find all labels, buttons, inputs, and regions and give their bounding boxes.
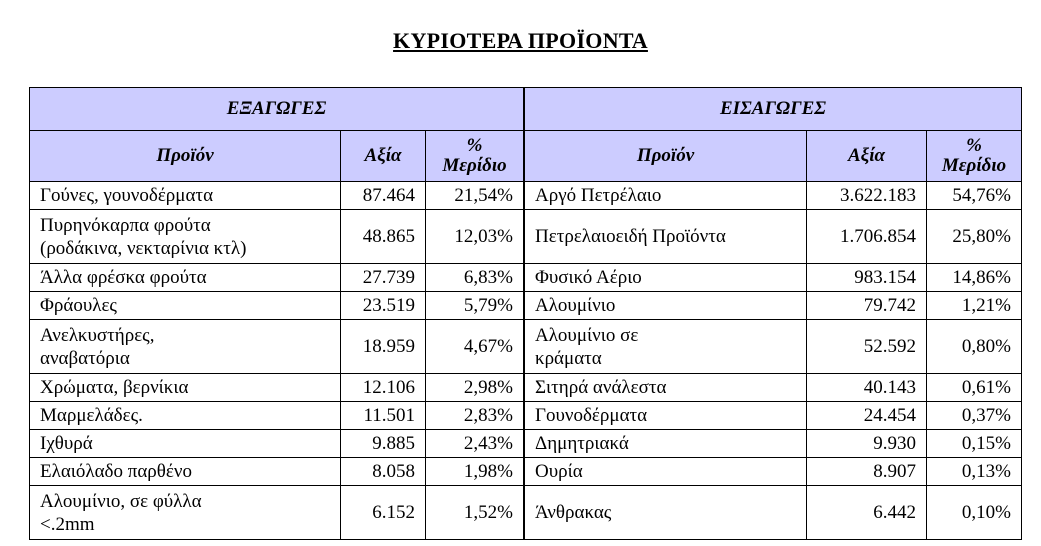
exports-value-header: Αξία	[341, 131, 426, 182]
import-value-cell: 52.592	[807, 320, 927, 374]
import-product-cell: Πετρελαιοειδή Προϊόντα	[525, 210, 807, 264]
export-product-cell: Μαρμελάδες.	[30, 402, 341, 430]
export-product-cell: Πυρηνόκαρπα φρούτα (ροδάκινα, νεκταρίνια κτλ)	[30, 210, 341, 264]
table-row	[30, 182, 1022, 210]
export-share-cell: 21,54%	[426, 182, 524, 210]
exports-section-header: ΕΞΑΓΩΓΕΣ	[30, 88, 524, 131]
export-value-cell: 87.464	[341, 182, 426, 210]
import-share-cell: 25,80%	[927, 210, 1022, 264]
import-value-cell: 40.143	[807, 374, 927, 402]
import-value-cell: 9.930	[807, 430, 927, 458]
table-row	[30, 210, 1022, 264]
import-product-cell: Ουρία	[525, 458, 807, 486]
table-row	[30, 430, 1022, 458]
export-product-cell: Χρώματα, βερνίκια	[30, 374, 341, 402]
table-row	[30, 402, 1022, 430]
export-share-cell: 12,03%	[426, 210, 524, 264]
export-share-cell: 1,98%	[426, 458, 524, 486]
export-value-cell: 11.501	[341, 402, 426, 430]
export-product-cell: Αλουμίνιο, σε φύλλα <.2mm	[30, 486, 341, 540]
export-share-cell: 2,43%	[426, 430, 524, 458]
exports-share-header: % Μερίδιο	[426, 131, 524, 182]
import-value-cell: 1.706.854	[807, 210, 927, 264]
imports-share-header: % Μερίδιο	[927, 131, 1022, 182]
export-product-cell: Ελαιόλαδο παρθένο	[30, 458, 341, 486]
export-value-cell: 27.739	[341, 264, 426, 292]
import-product-cell: Αλουμίνιο σε κράματα	[525, 320, 807, 374]
page-title: ΚΥΡΙΟΤΕΡΑ ΠΡΟΪΟΝΤΑ	[393, 28, 648, 53]
import-value-cell: 3.622.183	[807, 182, 927, 210]
import-product-cell: Άνθρακας	[525, 486, 807, 540]
export-share-cell: 4,67%	[426, 320, 524, 374]
import-share-cell: 0,15%	[927, 430, 1022, 458]
export-value-cell: 48.865	[341, 210, 426, 264]
import-value-cell: 6.442	[807, 486, 927, 540]
import-share-cell: 0,37%	[927, 402, 1022, 430]
export-share-cell: 2,98%	[426, 374, 524, 402]
imports-product-header: Προϊόν	[525, 131, 807, 182]
export-value-cell: 9.885	[341, 430, 426, 458]
exports-product-header: Προϊόν	[30, 131, 341, 182]
export-share-cell: 6,83%	[426, 264, 524, 292]
table-row	[30, 486, 1022, 540]
import-share-cell: 14,86%	[927, 264, 1022, 292]
export-product-cell: Ανελκυστήρες, αναβατόρια	[30, 320, 341, 374]
import-value-cell: 8.907	[807, 458, 927, 486]
table-row	[30, 264, 1022, 292]
import-product-cell: Φυσικό Αέριο	[525, 264, 807, 292]
export-value-cell: 6.152	[341, 486, 426, 540]
import-product-cell: Αργό Πετρέλαιο	[525, 182, 807, 210]
export-product-cell: Φράουλες	[30, 292, 341, 320]
import-share-cell: 0,10%	[927, 486, 1022, 540]
export-share-cell: 1,52%	[426, 486, 524, 540]
import-product-cell: Γουνοδέρματα	[525, 402, 807, 430]
imports-value-header: Αξία	[807, 131, 927, 182]
import-value-cell: 79.742	[807, 292, 927, 320]
import-share-cell: 0,61%	[927, 374, 1022, 402]
table-row	[30, 320, 1022, 374]
import-share-cell: 54,76%	[927, 182, 1022, 210]
table-row	[30, 458, 1022, 486]
import-share-cell: 0,13%	[927, 458, 1022, 486]
export-value-cell: 18.959	[341, 320, 426, 374]
import-share-cell: 0,80%	[927, 320, 1022, 374]
export-product-cell: Ιχθυρά	[30, 430, 341, 458]
export-value-cell: 8.058	[341, 458, 426, 486]
imports-section-header: ΕΙΣΑΓΩΓΕΣ	[525, 88, 1022, 131]
export-product-cell: Άλλα φρέσκα φρούτα	[30, 264, 341, 292]
products-table	[29, 87, 1022, 540]
export-product-cell: Γούνες, γουνοδέρματα	[30, 182, 341, 210]
import-value-cell: 983.154	[807, 264, 927, 292]
export-value-cell: 23.519	[341, 292, 426, 320]
import-product-cell: Σιτηρά ανάλεστα	[525, 374, 807, 402]
import-share-cell: 1,21%	[927, 292, 1022, 320]
table-row	[30, 292, 1022, 320]
export-value-cell: 12.106	[341, 374, 426, 402]
export-share-cell: 5,79%	[426, 292, 524, 320]
export-share-cell: 2,83%	[426, 402, 524, 430]
import-value-cell: 24.454	[807, 402, 927, 430]
import-product-cell: Αλουμίνιο	[525, 292, 807, 320]
table-row	[30, 374, 1022, 402]
import-product-cell: Δημητριακά	[525, 430, 807, 458]
